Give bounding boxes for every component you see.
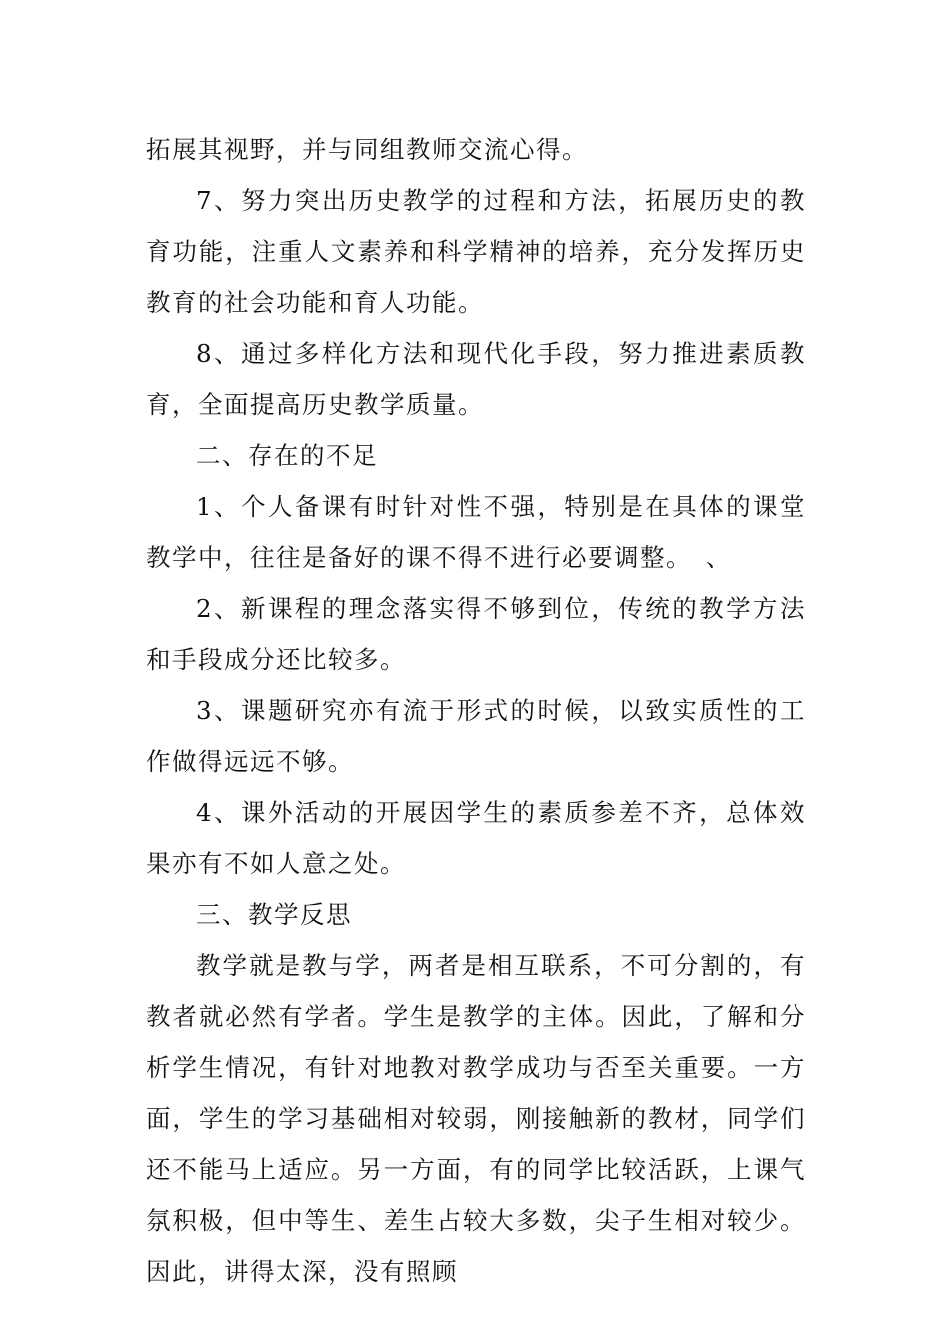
- paragraph-reflection: 教学就是教与学，两者是相互联系，不可分割的，有教者就必然有学者。学生是教学的主体。因此，了解和分析学生情况，有针对地教对教学成功与否至关重要。一方面，学生的学习基础相对较弱，刚接触新的教材，同学们还不能马上适应。另一方面，有的同学比较活跃，上课气氛积极，但中等生、差生占较大多数，尖子生相对较少。因此，讲得太深，没有照顾: [146, 951, 806, 1286]
- paragraph-continuation: 拓展其视野，并与同组教师交流心得。: [146, 135, 588, 164]
- paragraph-item-8: 8、通过多样化方法和现代化手段，努力推进素质教育，全面提高历史教学质量。: [146, 339, 806, 419]
- paragraph-shortcoming-2: 2、新课程的理念落实得不够到位，传统的教学方法和手段成分还比较多。: [146, 594, 806, 674]
- paragraph-shortcoming-3: 3、课题研究亦有流于形式的时候，以致实质性的工作做得远远不够。: [146, 696, 806, 776]
- section-heading-shortcomings: 二、存在的不足: [196, 441, 378, 470]
- paragraph-item-7: 7、努力突出历史教学的过程和方法，拓展历史的教育功能，注重人文素养和科学精神的培养，充分发挥历史教育的社会功能和育人功能。: [146, 186, 806, 317]
- document-body: [146, 124, 806, 1297]
- paragraph-shortcoming-4: 4、课外活动的开展因学生的素质参差不齐，总体效果亦有不如人意之处。: [146, 798, 806, 878]
- section-heading-reflection: 三、教学反思: [196, 900, 352, 929]
- paragraph-shortcoming-1: 1、个人备课有时针对性不强，特别是在具体的课堂教学中，往往是备好的课不得不进行必要调整。 、: [146, 492, 806, 572]
